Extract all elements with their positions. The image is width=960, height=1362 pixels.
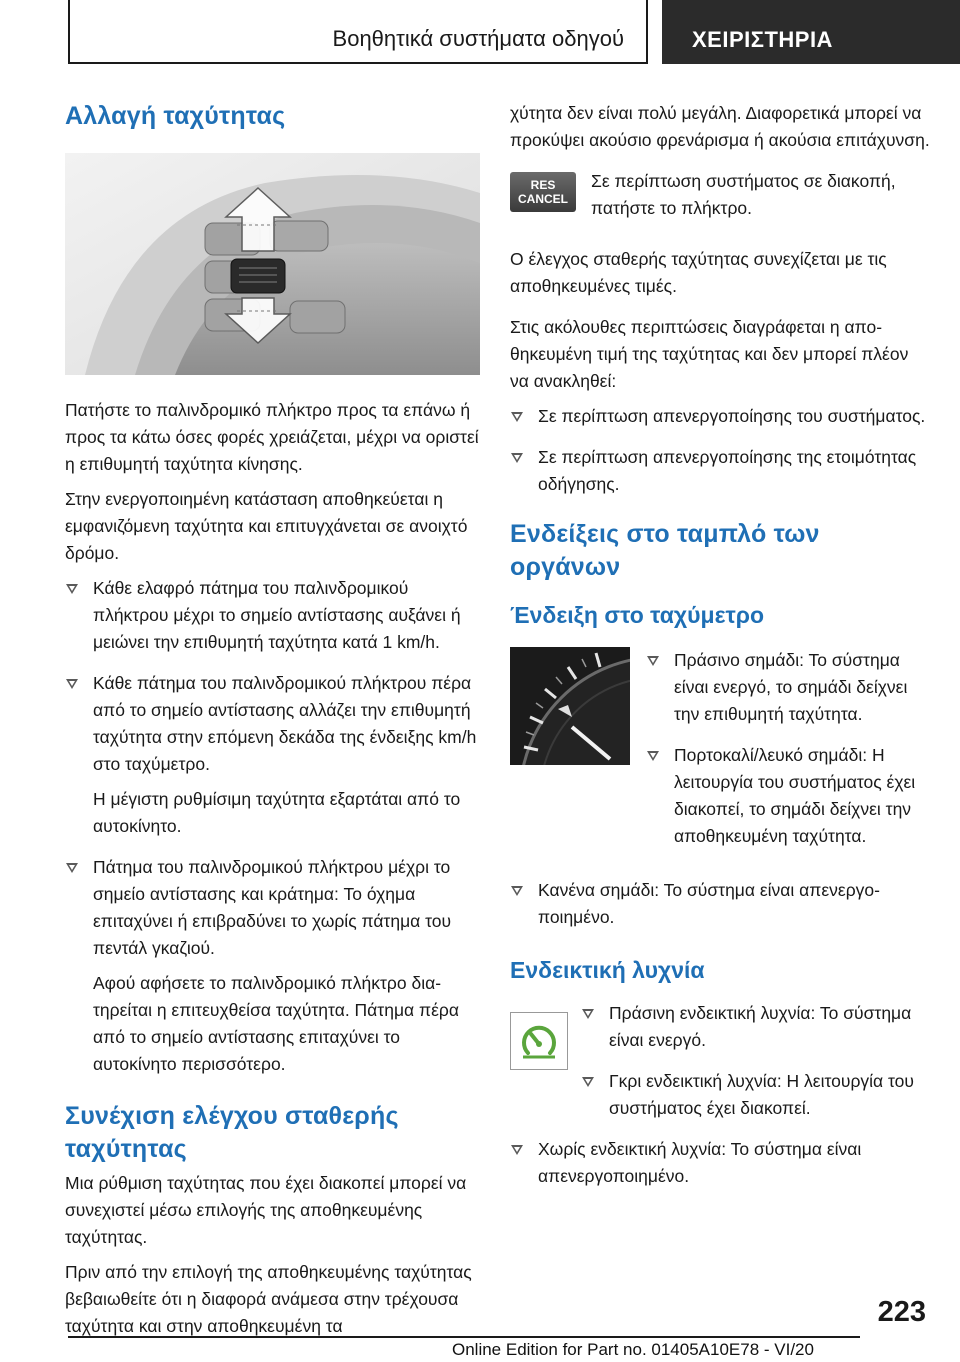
header-chapter-title: ΧΕΙΡΙΣΤΗΡΙΑ (692, 27, 833, 52)
left-column (65, 100, 480, 1348)
heading-instrument-display: Ενδείξεις στο ταμπλό των οργάνων (510, 520, 820, 581)
paragraph-resume-setting: Μια ρύθμιση ταχύτητας που έχει διακοπεί μπορεί να συνεχιστεί μέσω επιλογής της αποθηκευμένης ταχύτητας. (65, 1173, 467, 1247)
paragraph-press-rocker: Πατήστε το παλινδρομικό πλήκτρο προς τα επάνω ή προς τα κάτω όσες φορές χρειάζεται, μέχρι να οριστεί η επιθυμητή ταχύτητα κίνησης. (65, 400, 479, 474)
list-item (581, 1068, 930, 1122)
list-item-text: Πάτημα του παλινδρομικού πλήκτρου μέχρι το σημείο αντίστασης και κράτημα: Το όχημα επιταχύνει ή επιβραδύνει το χωρίς πάτημα του πεντάλ γκαζιού. (93, 857, 452, 958)
list-item-text: Σε περίπτωση απενεργοποίησης του συστήματος. (538, 406, 926, 426)
list-item (65, 575, 480, 656)
list-item (65, 670, 480, 840)
list-item (65, 854, 480, 1078)
triangle-bullet-icon (66, 679, 78, 689)
heading-speed-change: Αλλαγή ταχύτητας (65, 102, 286, 130)
list-item-note: Η μέγιστη ρυθμίσιμη ταχύτητα εξαρτάται από το αυτοκίνητο. (93, 789, 461, 836)
triangle-bullet-icon (647, 751, 659, 761)
footer-divider (68, 1336, 860, 1338)
indicator-none-list (510, 1136, 930, 1190)
res-cancel-row (510, 168, 930, 238)
paragraph-cases: Στις ακόλουθες περιπτώσεις διαγράφεται η αποθηκευμένη τιμή της ταχύτητας και δεν μπορεί πλέον να ανακληθεί: (510, 317, 909, 391)
list-item-text: Χωρίς ενδεικτική λυχνία: Το σύστημα είναι απενεργοποιημένο. (538, 1139, 862, 1186)
list-item (510, 403, 930, 430)
triangle-bullet-icon (511, 886, 523, 896)
list-item-text: Πράσινη ενδεικτική λυχνία: Το σύστημα είναι ενεργό. (609, 1003, 912, 1050)
triangle-bullet-icon (66, 584, 78, 594)
list-item-text: Πορτοκαλί/λευκό σημάδι: Η λειτουργία του συστήματος έχει διακοπεί, το σημάδι δείχνει την αποθηκευμένη ταχύτητα. (674, 745, 916, 846)
cases-list (510, 403, 930, 498)
heading-resume-cruise: Συνέχιση ελέγχου σταθερής ταχύτητας (65, 1102, 399, 1163)
list-item-note: Αφού αφήσετε το παλινδρομικό πλήκτρο διατηρείται η επιτευχθείσα ταχύτητα. Πάτημα πέρα από το σημείο αντίστασης επιταχύνει το αυτοκίνητο περισσότερο. (93, 973, 459, 1074)
paragraph-resume-values: Ο έλεγχος σταθερής ταχύτητας συνεχίζεται με τις αποθηκευμένες τιμές. (510, 249, 887, 296)
speedometer-none-list (510, 877, 930, 931)
heading-indicator-lamp: Ενδεικτική λυχνία (510, 957, 705, 983)
list-item (510, 877, 930, 931)
list-item-text: Γκρι ενδεικτική λυχνία: Η λειτουργία του συστήματος έχει διακοπεί. (609, 1071, 914, 1118)
list-item-text: Κανένα σημάδι: Το σύστημα είναι απενεργοποιημένο. (538, 880, 880, 927)
speedometer-block (510, 647, 930, 877)
triangle-bullet-icon (511, 412, 523, 422)
speedometer-image (510, 647, 630, 765)
right-column (510, 100, 930, 1204)
cruise-control-lamp-icon (510, 1012, 568, 1070)
header-section-title: Βοηθητικά συστήματα οδηγού (332, 26, 624, 51)
paragraph-before-resume: Πριν από την επιλογή της αποθηκευμένης ταχύτητας βεβαιωθείτε ότι η διαφορά ανάμεσα στην τρέχουσα ταχύτητα και στην αποθηκευμένη τα (65, 1262, 472, 1336)
list-item-text: Σε περίπτωση απενεργοποίησης της ετοιμότητας οδήγησης. (538, 447, 917, 494)
header-section-box (68, 0, 648, 64)
triangle-bullet-icon (511, 453, 523, 463)
list-item-text: Κάθε πάτημα του παλινδρομικού πλήκτρου πέρα από το σημείο αντίστασης αλλάζει την επιθυμητή ταχύτητα στην επόμενη δεκάδα της ένδειξης km/h στο ταχύμετρο. (93, 673, 477, 774)
list-item (510, 444, 930, 498)
list-item (646, 742, 930, 850)
list-item (510, 1136, 930, 1190)
list-item-text: Κάθε ελαφρό πάτημα του παλινδρομικού πλήκτρου μέχρι το σημείο αντίστασης αυξάνει ή μειώνει την επιθυμητή ταχύτητα κατά 1 km/h. (93, 578, 461, 652)
list-item-text: Πράσινο σημάδι: Το σύστημα είναι ενεργό, το σημάδι δείχνει την επιθυμητή ταχύτητα. (674, 650, 908, 724)
list-item (646, 647, 930, 728)
paragraph-continued: χύτητα δεν είναι πολύ μεγάλη. Διαφορετικά μπορεί να προκύψει ακούσιο φρενάρισμα ή ακούσια επιτάχυνση. (510, 103, 930, 150)
indicator-lamp-list (581, 1000, 930, 1122)
triangle-bullet-icon (647, 656, 659, 666)
res-cancel-text: Σε περίπτωση συστήματος σε διακοπή, πατήστε το πλήκτρο. (591, 171, 896, 218)
list-item (581, 1000, 930, 1054)
header-chapter-box (662, 0, 960, 64)
heading-speedometer: Ένδειξη στο ταχύμετρο (510, 602, 765, 628)
res-cancel-button-icon (510, 172, 576, 212)
indicator-lamp-block (510, 1000, 930, 1122)
triangle-bullet-icon (582, 1009, 594, 1019)
speed-change-list (65, 575, 480, 1078)
triangle-bullet-icon (511, 1145, 523, 1155)
speedometer-list (646, 647, 930, 850)
res-cancel-label: RES CANCEL (518, 178, 568, 206)
paragraph-activated-state: Στην ενεργοποιημένη κατάσταση αποθηκεύεται η εμφανιζόμενη ταχύτητα και επιτυγχάνεται σε ανοιχτό δρόμο. (65, 489, 468, 563)
triangle-bullet-icon (66, 863, 78, 873)
steering-wheel-rocker-image (65, 153, 480, 375)
page-number: 223 (877, 1296, 926, 1328)
triangle-bullet-icon (582, 1077, 594, 1087)
footer-edition: Online Edition for Part no. 01405A10E78 - VI/20 (452, 1340, 814, 1359)
